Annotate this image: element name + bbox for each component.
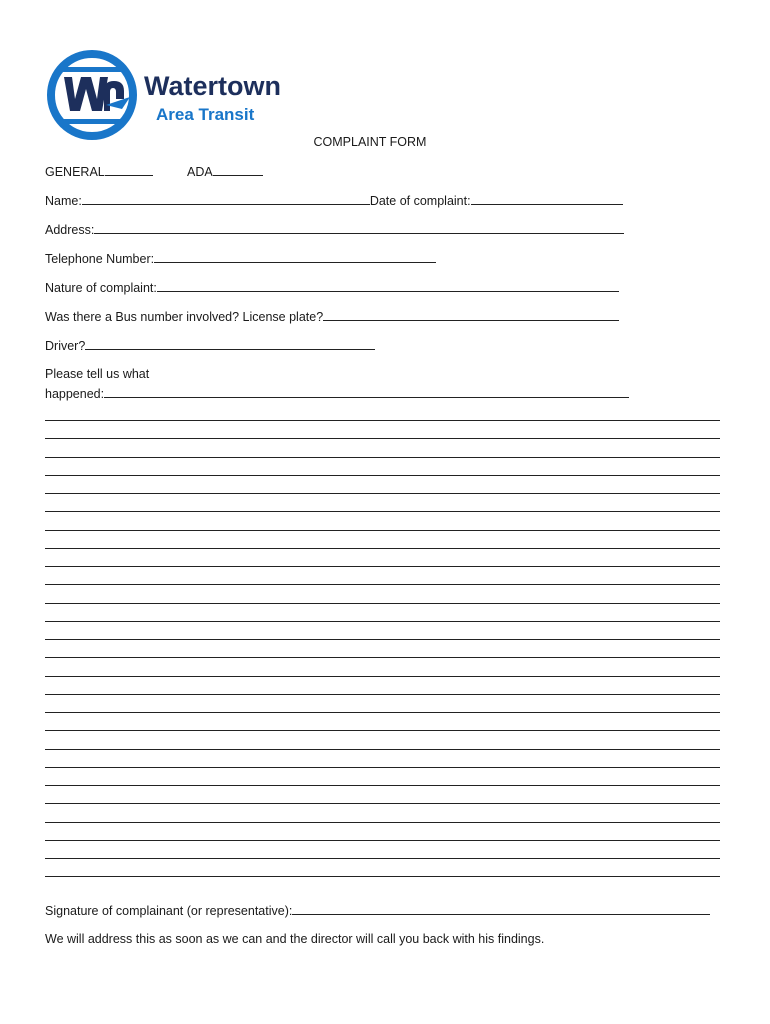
writing-line[interactable]: [45, 785, 720, 786]
happened-label: happened:: [45, 387, 105, 401]
writing-line[interactable]: [45, 457, 720, 458]
name-label: Name:: [45, 194, 82, 208]
logo-line-2: Area Transit: [156, 105, 255, 124]
signature-field[interactable]: [292, 903, 710, 915]
watertown-area-transit-logo: [46, 47, 286, 143]
nature-row: [45, 280, 619, 295]
telephone-label: Telephone Number:: [45, 252, 155, 266]
writing-line[interactable]: [45, 730, 720, 731]
happened-label-line-1: Please tell us what: [45, 367, 150, 381]
writing-line[interactable]: [45, 639, 720, 640]
writing-line[interactable]: [45, 876, 720, 877]
bus-row: [45, 309, 619, 324]
writing-line[interactable]: [45, 438, 720, 439]
signature-label: Signature of complainant (or representative):: [45, 904, 293, 918]
general-blank[interactable]: [105, 164, 153, 176]
writing-line[interactable]: [45, 548, 720, 549]
address-field[interactable]: [94, 222, 624, 234]
writing-line[interactable]: [45, 822, 720, 823]
driver-row: [45, 338, 375, 353]
signature-row: [45, 903, 710, 918]
writing-line[interactable]: [45, 584, 720, 585]
general-label: GENERAL: [45, 165, 105, 179]
driver-label: Driver?: [45, 339, 86, 353]
writing-line[interactable]: [45, 676, 720, 677]
happened-row: [45, 386, 629, 401]
writing-line[interactable]: [45, 803, 720, 804]
writing-line[interactable]: [45, 420, 720, 421]
writing-line[interactable]: [45, 566, 720, 567]
ada-label: ADA: [187, 165, 213, 179]
writing-line[interactable]: [45, 603, 720, 604]
name-date-row: [45, 193, 623, 208]
address-label: Address:: [45, 223, 95, 237]
telephone-row: [45, 251, 436, 266]
logo-line-1: Watertown: [144, 71, 281, 101]
date-label: Date of complaint:: [369, 194, 471, 208]
name-field[interactable]: [82, 193, 370, 205]
writing-line[interactable]: [45, 511, 720, 512]
writing-line[interactable]: [45, 694, 720, 695]
address-row: [45, 222, 624, 237]
writing-line[interactable]: [45, 475, 720, 476]
nature-field[interactable]: [157, 280, 619, 292]
date-field[interactable]: [471, 193, 623, 205]
writing-line[interactable]: [45, 858, 720, 859]
happened-field[interactable]: [104, 386, 629, 398]
writing-line[interactable]: [45, 767, 720, 768]
general-ada-row: [45, 164, 263, 179]
telephone-field[interactable]: [154, 251, 436, 263]
writing-line[interactable]: [45, 621, 720, 622]
nature-label: Nature of complaint:: [45, 281, 157, 295]
writing-line[interactable]: [45, 712, 720, 713]
ada-blank[interactable]: [213, 164, 263, 176]
footer-note: We will address this as soon as we can and the director will call you back with his findings.: [45, 932, 545, 946]
bus-field[interactable]: [323, 309, 619, 321]
writing-line[interactable]: [45, 657, 720, 658]
writing-line[interactable]: [45, 840, 720, 841]
bus-label: Was there a Bus number involved? License plate?: [45, 310, 324, 324]
writing-line[interactable]: [45, 749, 720, 750]
writing-line[interactable]: [45, 530, 720, 531]
writing-line[interactable]: [45, 493, 720, 494]
logo-emblem-icon: [46, 47, 286, 143]
form-title: COMPLAINT FORM: [313, 135, 427, 149]
driver-field[interactable]: [85, 338, 375, 350]
